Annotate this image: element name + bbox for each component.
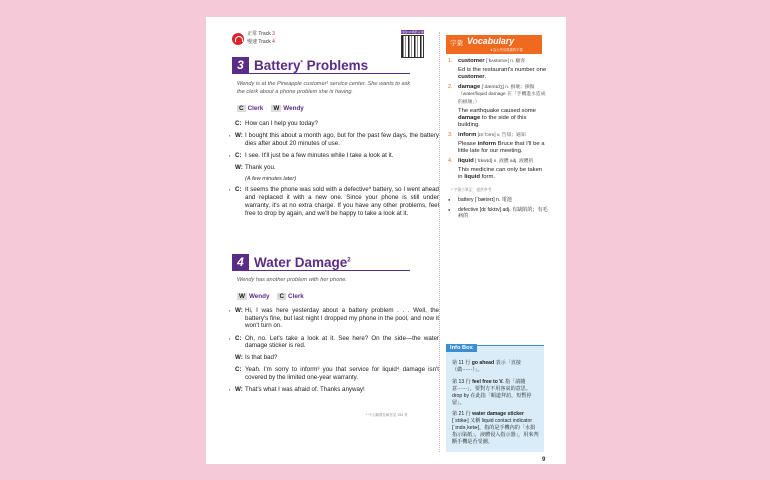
- vocab-item: 3. inform [ɪnˋfɔrm] v. 告知；通知 Please inform Bruce that I'll be a little late for our meeting.: [448, 131, 545, 155]
- section-4-heading: [232, 254, 410, 271]
- dialogue-line: ▪ W: That's what I was afraid of. Thanks anyway!: [229, 386, 365, 394]
- section-4-dialogue: [229, 307, 439, 398]
- dialogue-line: ▪ W: Hi, I was here yesterday about a battery problem . . . Well, the battery's fine, but last night I dropped my phone in the pool, and now it won't turn on.: [229, 307, 439, 330]
- track-normal[interactable]: 正常 Track 3: [247, 31, 275, 37]
- role-clerk: C Clerk: [239, 105, 264, 112]
- dialogue-line: ▪ C: Oh, no. Let's take a look at it. See here? On the side—the water damage sticker is red.: [229, 334, 439, 350]
- audio-tracks: [247, 31, 275, 46]
- dialogue-line: C: Yeah. I'm sorry to inform³ you that service for liquid⁴ damage isn't covered by the limited one-year warranty.: [235, 366, 439, 382]
- dialogue-line: ▪ C: I see. It'll just be a few minutes while I take a look at it.: [229, 151, 394, 159]
- role-clerk: C Clerk: [279, 293, 304, 300]
- bullet-icon: ●: [448, 206, 451, 212]
- role-wendy: W Wendy: [273, 105, 304, 112]
- track-slow[interactable]: 慢速 Track 4: [247, 38, 275, 45]
- vocab-extra: ● battery [ˋbætərɪ] n. 電池: [448, 196, 512, 203]
- page: [206, 17, 566, 464]
- info-paragraph: 第 11 行 go ahead 表示「直接（做⋯⋯）」。: [452, 360, 521, 373]
- qr-label: 掃描QR碼聽音檔: [401, 30, 424, 34]
- bullet-icon: ●: [448, 196, 451, 202]
- page-number: 9: [542, 457, 546, 463]
- line-marker-icon: ▪: [229, 335, 231, 341]
- section-number: 3: [232, 57, 249, 74]
- dialogue-line: ▪ W: I bought this about a month ago, but for the past few days, the battery dies after about 20 minutes of use.: [229, 132, 439, 147]
- line-marker-icon: ▪: [229, 308, 231, 313]
- section-3-roles: [237, 105, 304, 112]
- line-marker-icon: ▪: [229, 133, 231, 139]
- vocab-item: 2. damage [ˋdæmɪdʒ] n. 損壞；損傷（water/liquid damage 在「手機進水造成的損壞」） The earthquake caused some damage to the side of this building.: [448, 84, 546, 129]
- section-4-intro: Wendy has another problem with her phone.: [237, 277, 347, 283]
- info-paragraph: 第 21 行 water damage sticker [ˋstɪkɚ] 又稱 liquid contact indicator [ˋɪndəˏketɚ]，指的是手機內的「水損指示貼紙」，液體侵入指示器」，用來判斷手機是否受潮。: [452, 411, 539, 446]
- info-box: [446, 345, 544, 452]
- section-title: Battery* Problems: [254, 57, 369, 73]
- dialogue-line: W: Is that bad?: [235, 354, 278, 362]
- line-marker-icon: ▪: [229, 152, 231, 158]
- section-4-roles: [237, 293, 304, 300]
- footnote: * 中文翻譯及解答見 153 頁: [366, 413, 408, 417]
- info-box-body: [452, 360, 540, 451]
- role-wendy: W Wendy: [239, 293, 270, 300]
- dialogue-line: C: How can I help you today?: [235, 120, 318, 127]
- section-3-intro: Wendy is at the Pineapple customer¹ service center. She wants to ask the clerk about a phone problem she is having.: [237, 81, 411, 95]
- vocabulary-list: [448, 58, 548, 223]
- stage-direction: (A few minutes later): [245, 176, 297, 183]
- vocab-note-label: * 字彙小筆記：提供參考: [451, 187, 492, 192]
- line-marker-icon: ▪: [229, 387, 231, 393]
- column-divider: [439, 32, 440, 452]
- qr-code-icon: [401, 35, 424, 58]
- headphones-icon[interactable]: [232, 33, 244, 45]
- vocab-item: 1. customer [ˋkʌstəmɚ] n. 顧客 Ed is the restaurant's number one customer.: [448, 58, 547, 81]
- info-box-label: Info Box: [446, 344, 477, 352]
- vocab-item: 4. liquid [ˋlɪkwɪd] n. 液體 adj. 液體的 This medicine can only be taken in liquid form.: [448, 157, 543, 181]
- vocabulary-heading: 字彙 Vocabulary ★為大考出現過的字彙: [446, 35, 542, 54]
- section-title: Water Damage$^2$: [254, 254, 351, 270]
- vocab-extra: ● defective [dɪˋfɛktɪv] adj. 有缺陷的；有毛病的: [448, 206, 548, 220]
- dialogue-line: ▪ C: It seems the phone was sold with a defective* battery, so I went ahead and replaced it with a new one. Since your phone is still under warranty, it's at no extra charge. If you have any other problems, feel free to drop by again, and we'll be happy to take a look at it.: [229, 186, 439, 217]
- section-number: 4: [232, 254, 249, 271]
- dialogue-line: W: Thank you.: [235, 163, 276, 171]
- info-paragraph: 第 13 行 feel free to V. 指「請隨意⋯⋯」，要對方不用客氣的意思。drop by 在此指「順道拜訪，短暫停留」。: [452, 378, 532, 406]
- section-3-dialogue: [229, 120, 439, 222]
- section-3-heading: [232, 57, 410, 74]
- line-marker-icon: ▪: [229, 187, 231, 193]
